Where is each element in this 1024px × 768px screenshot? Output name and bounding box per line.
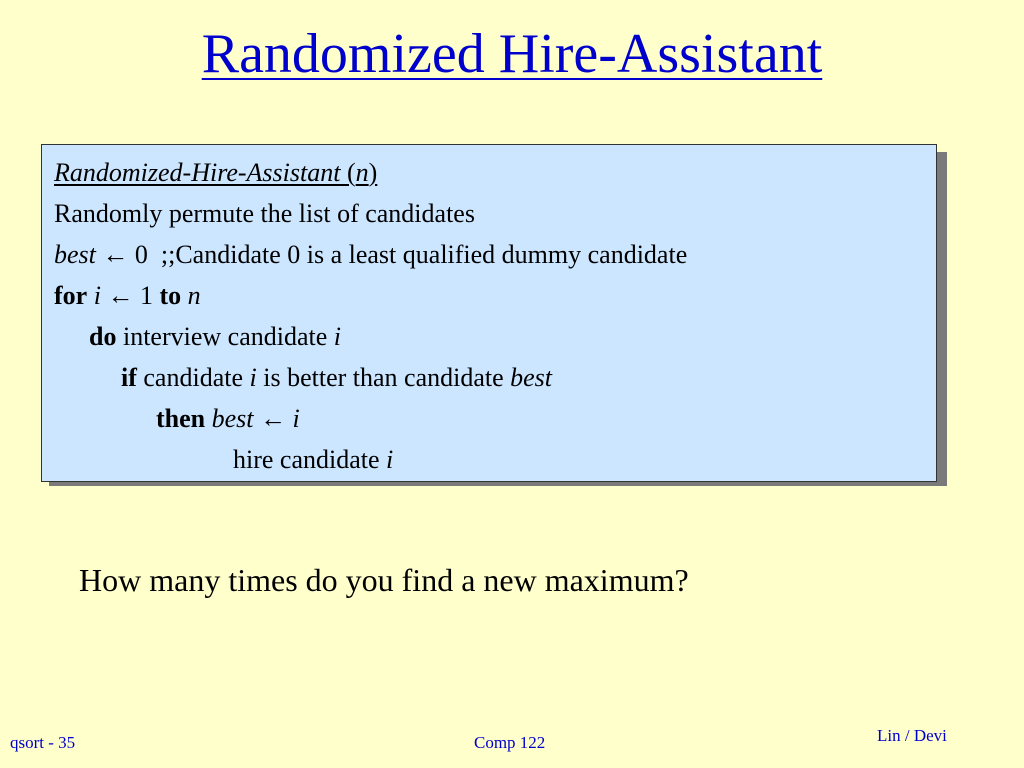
code-comment: ;;Candidate 0 is a least qualified dummy candidate [147,240,688,269]
keyword-if: if [121,363,137,392]
footer-course: Comp 122 [474,733,546,752]
keyword-then: then [156,404,206,433]
code-line-hire [233,444,393,476]
code-line-for [54,280,201,312]
var-best: best [54,240,96,269]
question-text: How many times do you find a new maximum? [79,562,689,598]
var-i: i [292,404,300,433]
var-i: i [249,363,257,392]
keyword-do: do [89,322,117,351]
assign-arrow: ← [253,404,293,433]
var-best: best [510,363,553,392]
keyword-to: to [159,281,182,310]
hire-text: hire candidate [233,445,387,474]
loop-start: 1 [139,281,153,310]
pseudocode-box [41,144,937,482]
code-line-do [89,321,341,353]
code-line-permute: Randomly permute the list of candidates [54,199,475,228]
if-text-2: is better than candidate [256,363,511,392]
do-text: interview candidate [116,322,334,351]
var-i: i [386,445,394,474]
footer-authors: Lin / Devi [877,726,947,745]
init-value: 0 [134,240,148,269]
code-line-then [156,403,300,435]
var-best: best [211,404,254,433]
code-line-if [121,362,552,394]
footer-slide-number: qsort - 35 [10,733,76,752]
keyword-for: for [54,281,88,310]
code-line-init [54,239,687,271]
function-paren-open: ( [340,158,356,187]
var-i: i [93,281,101,310]
function-param: n [355,158,369,187]
if-text-1: candidate [136,363,250,392]
assign-arrow: ← [100,281,140,310]
var-i: i [333,322,341,351]
slide-title: Randomized Hire-Assistant [201,23,823,85]
function-name: Randomized-Hire-Assistant [54,158,341,187]
code-line-header [54,157,377,189]
assign-arrow: ← [95,240,135,269]
function-paren-close: ) [368,158,378,187]
var-n: n [187,281,201,310]
